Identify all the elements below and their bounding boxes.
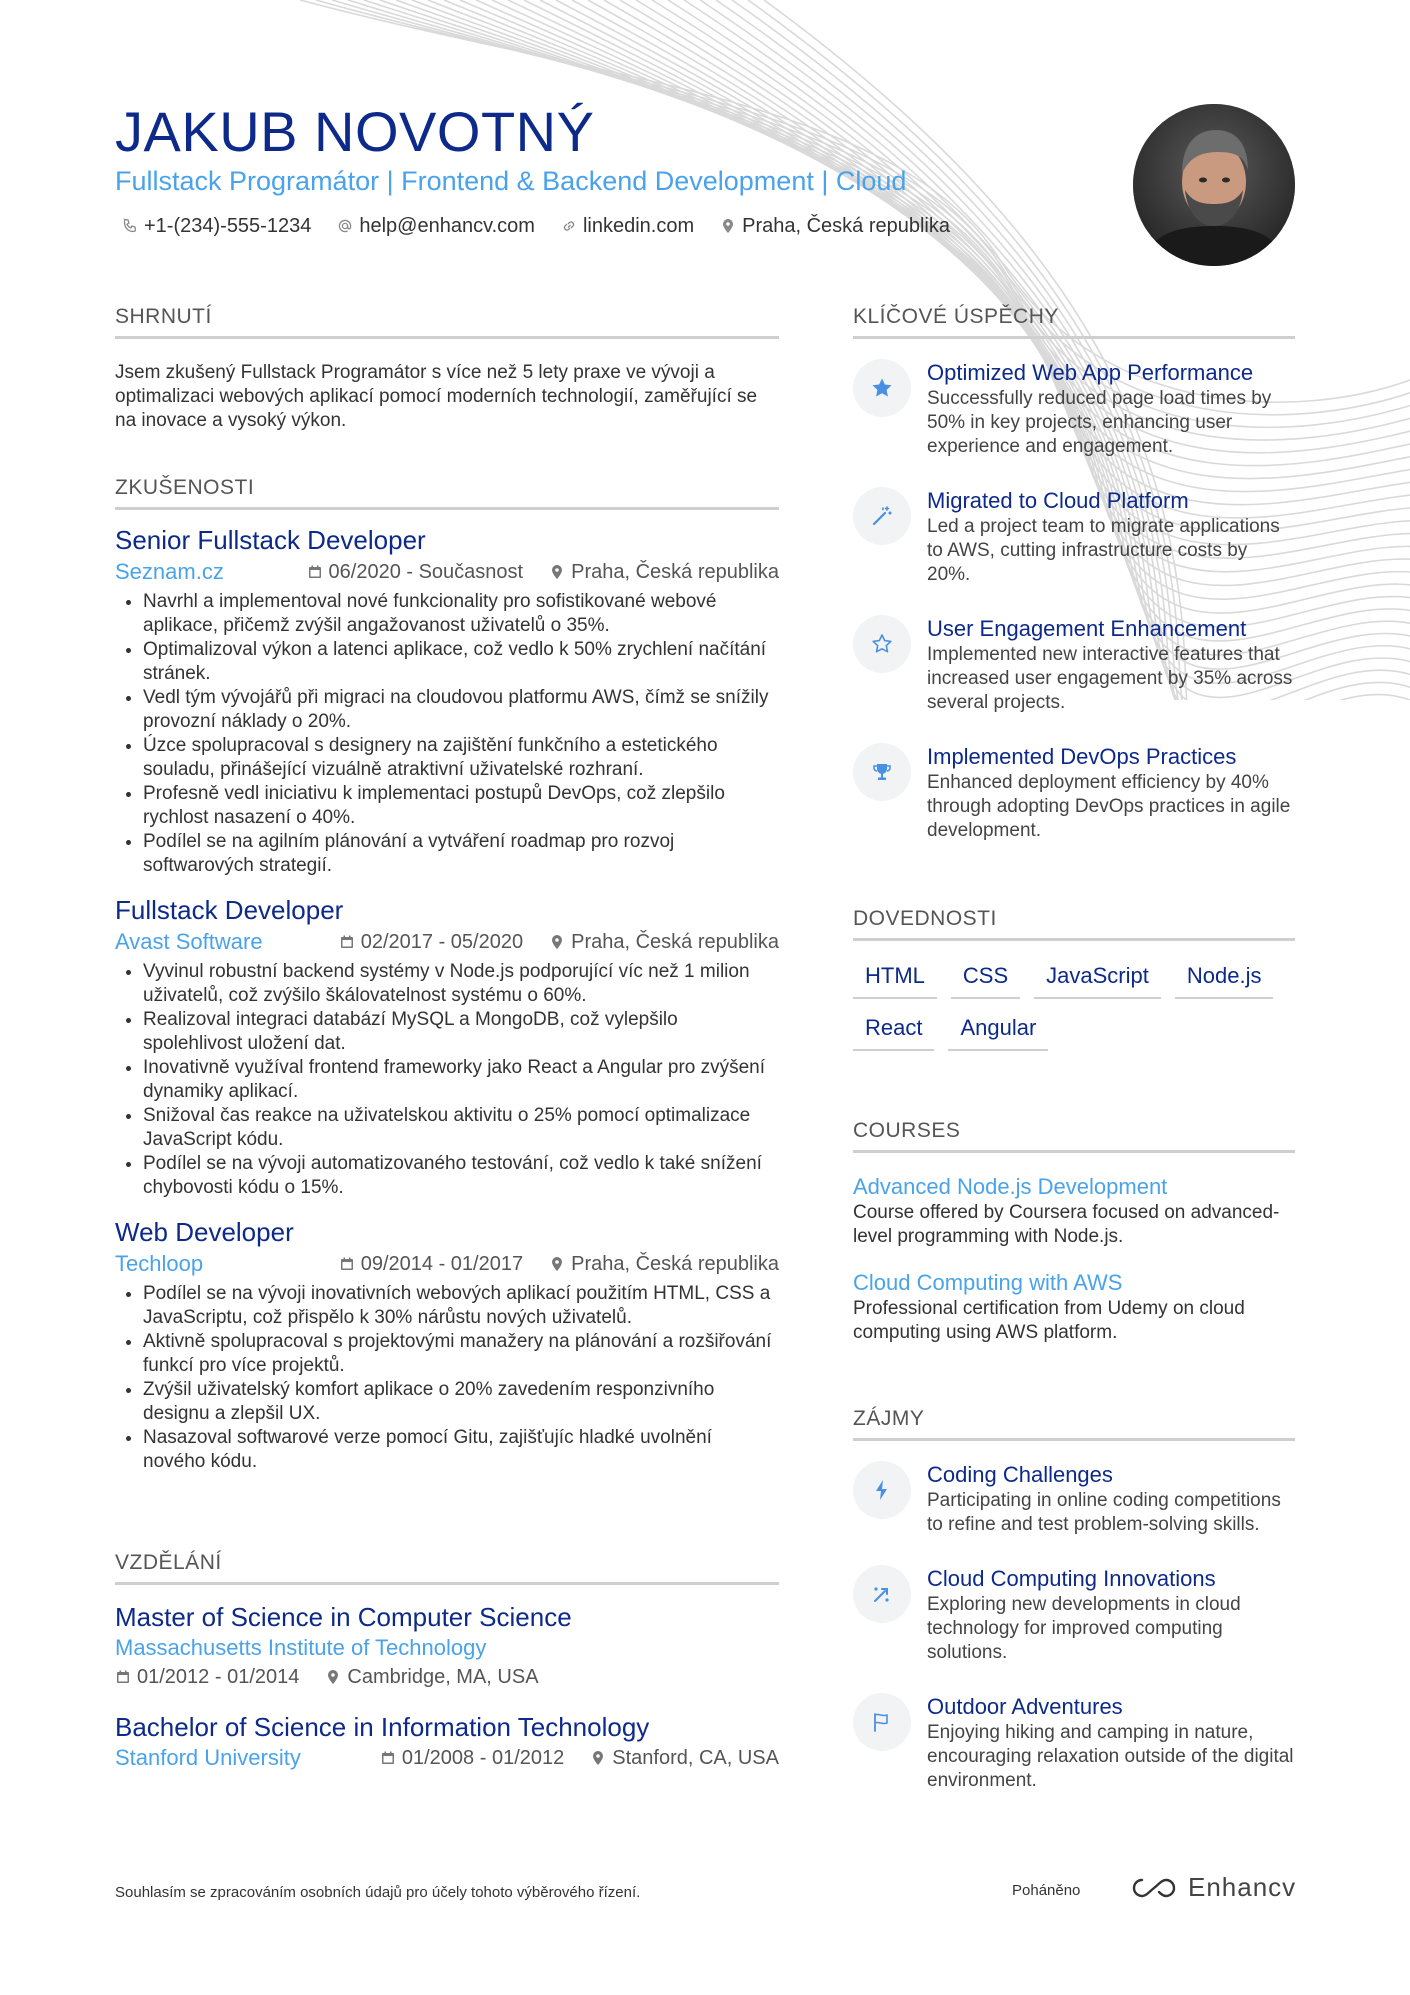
- contact-row: [122, 212, 950, 240]
- calendar-icon: [339, 934, 355, 950]
- powered-by-label: Poháněno: [1012, 1882, 1081, 1899]
- education-dates-text: 01/2012 - 01/2014: [137, 1666, 300, 1688]
- job-entry: [115, 524, 779, 878]
- route-icon: [870, 1582, 894, 1606]
- location-pin-icon: [549, 934, 565, 950]
- bullet-item: • Úzce spolupracoval s designery na zajištění funkčního a estetického souladu, přinášející vizuálně atraktivní uživatelské rozhraní.: [143, 734, 779, 782]
- magic-wand-icon: [870, 504, 894, 528]
- email-text: help@enhancv.com: [359, 215, 535, 237]
- achievement-item: [853, 359, 1295, 459]
- interest-icon-wrap: [853, 1461, 911, 1519]
- job-title: Fullstack Developer: [115, 895, 344, 925]
- location-pin-icon: [549, 564, 565, 580]
- job-location: [549, 1250, 779, 1278]
- achievement-title: User Engagement Enhancement: [927, 616, 1247, 641]
- skills-section: [853, 906, 1295, 1051]
- achievement-item: [853, 487, 1295, 587]
- summary-text: Jsem zkušený Fullstack Programátor s více než 5 lety praxe ve vývoji a optimalizaci webových aplikací pomocí moderních technologií, zaměřující se na inovace a vysoký výkon.: [115, 362, 758, 431]
- contact-linkedin[interactable]: [561, 212, 694, 240]
- trophy-icon: [870, 760, 894, 784]
- contact-location: [720, 212, 950, 240]
- achievement-item: [853, 615, 1295, 715]
- achievement-icon-wrap: [853, 487, 911, 545]
- calendar-icon: [339, 1256, 355, 1272]
- job-location-text: Praha, Česká republika: [571, 561, 779, 583]
- education-entry: [115, 1711, 779, 1773]
- location-pin-icon: [720, 218, 736, 234]
- interest-item: [853, 1461, 1295, 1537]
- job-dates: [339, 1250, 523, 1278]
- skill-tag: React: [853, 1011, 934, 1051]
- job-location: [549, 928, 779, 956]
- skills-heading: DOVEDNOSTI: [853, 907, 997, 930]
- job-dates: [339, 928, 523, 956]
- achievement-desc: Successfully reduced page load times by 50% in key projects, enhancing user experience and engagement.: [927, 388, 1272, 457]
- bullet-item: • Inovativně využíval frontend frameworky jako React a Angular pro zvýšení dynamiky aplikací.: [143, 1056, 779, 1104]
- education-dates-text: 01/2008 - 01/2012: [401, 1747, 565, 1769]
- phone-text: +1-(234)-555-1234: [144, 215, 312, 237]
- achievement-title: Implemented DevOps Practices: [927, 744, 1237, 769]
- skill-tag: Node.js: [1175, 959, 1274, 999]
- interest-item: [853, 1565, 1295, 1665]
- job-dates-text: 06/2020 - Současnost: [328, 561, 524, 583]
- section-divider: [853, 1438, 1295, 1441]
- interest-desc: Participating in online coding competitions to refine and test problem-solving skills.: [927, 1490, 1281, 1535]
- school-name: Massachusetts Institute of Technology: [115, 1635, 487, 1660]
- section-divider: [853, 336, 1295, 339]
- education-dates: [380, 1744, 564, 1772]
- skill-tag: CSS: [951, 959, 1020, 999]
- achievement-desc: Led a project team to migrate applications to AWS, cutting infrastructure costs by 20%.: [927, 516, 1280, 585]
- school-name: Stanford University: [115, 1745, 301, 1770]
- candidate-subtitle: Fullstack Programátor | Frontend & Backend Development | Cloud: [115, 166, 907, 196]
- course-title: Advanced Node.js Development: [853, 1174, 1168, 1199]
- candidate-name: JAKUB NOVOTNÝ: [115, 100, 595, 163]
- experience-heading: ZKUŠENOSTI: [115, 476, 255, 499]
- job-entry: [115, 1216, 779, 1474]
- interest-desc: Enjoying hiking and camping in nature, encouraging relaxation outside of the digital environment.: [927, 1722, 1294, 1791]
- course-title: Cloud Computing with AWS: [853, 1270, 1123, 1295]
- education-section: [115, 1550, 779, 1773]
- enhancv-logo[interactable]: [1130, 1872, 1296, 1903]
- job-bullets: [115, 960, 779, 1200]
- at-icon: [337, 218, 353, 234]
- interest-icon-wrap: [853, 1565, 911, 1623]
- achievement-item: [853, 743, 1295, 843]
- job-company: Seznam.cz: [115, 559, 224, 584]
- achievement-desc: Enhanced deployment efficiency by 40% through adopting DevOps practices in agile development.: [927, 772, 1291, 841]
- job-location-text: Praha, Česká republika: [571, 931, 779, 953]
- achievement-icon-wrap: [853, 743, 911, 801]
- location-pin-icon: [325, 1669, 341, 1685]
- linkedin-text: linkedin.com: [582, 215, 695, 237]
- job-title: Senior Fullstack Developer: [115, 525, 426, 555]
- section-divider: [115, 507, 779, 510]
- achievement-icon-wrap: [853, 359, 911, 417]
- degree-title: Bachelor of Science in Information Technology: [115, 1712, 650, 1742]
- course-desc: Professional certification from Udemy on cloud computing using AWS platform.: [853, 1298, 1245, 1343]
- bullet-item: • Profesně vedl iniciativu k implementaci postupů DevOps, což zlepšilo rychlost nasazení o 40%.: [143, 782, 779, 830]
- star-outline-icon: [870, 632, 894, 656]
- degree-title: Master of Science in Computer Science: [115, 1602, 572, 1632]
- bullet-item: • Navrhl a implementoval nové funkcionality pro sofistikované webové aplikace, přičemž zvýšil angažovanost uživatelů o 35%.: [143, 590, 779, 638]
- achievements-heading: KLÍČOVÉ ÚSPĚCHY: [853, 305, 1059, 328]
- job-bullets: [115, 1282, 779, 1474]
- achievement-title: Optimized Web App Performance: [927, 360, 1254, 385]
- job-title: Web Developer: [115, 1217, 294, 1247]
- course-item: [853, 1173, 1295, 1249]
- achievement-title: Migrated to Cloud Platform: [927, 488, 1189, 513]
- education-location-text: Cambridge, MA, USA: [347, 1666, 539, 1688]
- location-text: Praha, Česká republika: [742, 215, 950, 237]
- interest-title: Outdoor Adventures: [927, 1694, 1123, 1719]
- interests-heading: ZÁJMY: [853, 1407, 925, 1430]
- calendar-icon: [307, 564, 323, 580]
- contact-phone[interactable]: [122, 212, 311, 240]
- bullet-item: • Zvýšil uživatelský komfort aplikace o 20% zavedením responzivního designu a zlepšil UX.: [143, 1378, 779, 1426]
- education-meta: [115, 1743, 779, 1773]
- job-company: Avast Software: [115, 929, 263, 954]
- contact-email[interactable]: [337, 212, 535, 240]
- bullet-item: • Vyvinul robustní backend systémy v Node.js podporující víc než 1 milion uživatelů, což zvýšilo škálovatelnost systému o 60%.: [143, 960, 779, 1008]
- consent-note: Souhlasím se zpracováním osobních údajů pro účely tohoto výběrového řízení.: [115, 1884, 641, 1901]
- phone-icon: [122, 218, 138, 234]
- education-location: [590, 1744, 779, 1772]
- education-meta: [115, 1663, 779, 1691]
- education-heading: VZDĚLÁNÍ: [115, 1551, 222, 1574]
- job-location: [549, 558, 779, 586]
- interest-icon-wrap: [853, 1693, 911, 1751]
- bullet-item: • Aktivně spolupracoval s projektovými manažery na plánování a rozšiřování funkcí pro více projektů.: [143, 1330, 779, 1378]
- interest-item: [853, 1693, 1295, 1793]
- summary-heading: SHRNUTÍ: [115, 305, 212, 328]
- job-company: Techloop: [115, 1251, 204, 1276]
- achievement-icon-wrap: [853, 615, 911, 673]
- achievement-desc: Implemented new interactive features that increased user engagement by 35% across several projects.: [927, 644, 1293, 713]
- section-divider: [115, 336, 779, 339]
- brand-name: Enhancv: [1188, 1872, 1297, 1902]
- section-divider: [853, 1150, 1295, 1153]
- achievements-section: [853, 304, 1295, 843]
- education-location: [325, 1663, 538, 1691]
- education-location-text: Stanford, CA, USA: [612, 1747, 779, 1769]
- lightning-icon: [870, 1478, 894, 1502]
- job-dates-text: 02/2017 - 05/2020: [360, 931, 524, 953]
- bullet-item: • Vedl tým vývojářů při migraci na cloudovou platformu AWS, čímž se snížily provozní náklady o 20%.: [143, 686, 779, 734]
- bullet-item: • Nasazoval softwarové verze pomocí Gitu, zajišťujíc hladké uvolnění nového kódu.: [143, 1426, 779, 1474]
- course-item: [853, 1269, 1295, 1345]
- skill-tag: Angular: [948, 1011, 1048, 1051]
- bullet-item: • Realizoval integraci databází MySQL a MongoDB, což vylepšilo spolehlivost uložení dat.: [143, 1008, 779, 1056]
- skills-list: [853, 959, 1295, 1051]
- profile-photo: [1133, 104, 1295, 266]
- job-bullets: [115, 590, 779, 878]
- courses-heading: COURSES: [853, 1119, 961, 1142]
- job-entry: [115, 894, 779, 1200]
- bullet-item: • Optimalizoval výkon a latenci aplikace, což vedlo k 50% zrychlení načítání stránek.: [143, 638, 779, 686]
- interest-desc: Exploring new developments in cloud technology for improved computing solutions.: [927, 1594, 1241, 1663]
- star-filled-icon: [870, 376, 894, 400]
- bullet-item: • Podílel se na vývoji inovativních webových aplikací použitím HTML, CSS a JavaScriptu, což přispělo k 30% nárůstu nových uživatelů.: [143, 1282, 779, 1330]
- interest-title: Coding Challenges: [927, 1462, 1113, 1487]
- experience-section: [115, 475, 779, 1474]
- education-dates: [115, 1663, 299, 1691]
- bullet-item: • Snižoval čas reakce na uživatelskou aktivitu o 25% pomocí optimalizace JavaScript kódu.: [143, 1104, 779, 1152]
- education-entry: [115, 1601, 779, 1691]
- job-meta: [115, 1250, 779, 1278]
- infinity-logo-icon: [1130, 1876, 1178, 1900]
- job-dates-text: 09/2014 - 01/2017: [360, 1253, 524, 1275]
- avatar-illustration: [1133, 104, 1295, 266]
- interests-section: [853, 1406, 1295, 1793]
- location-pin-icon: [590, 1750, 606, 1766]
- interest-title: Cloud Computing Innovations: [927, 1566, 1216, 1591]
- course-desc: Course offered by Coursera focused on advanced-level programming with Node.js.: [853, 1202, 1280, 1247]
- bullet-item: • Podílel se na vývoji automatizovaného testování, což vedlo k také snížení chybovosti kódu o 15%.: [143, 1152, 779, 1200]
- flag-icon: [870, 1710, 894, 1734]
- location-pin-icon: [549, 1256, 565, 1272]
- skill-tag: HTML: [853, 959, 937, 999]
- section-divider: [115, 1582, 779, 1585]
- calendar-icon: [380, 1750, 396, 1766]
- section-divider: [853, 938, 1295, 941]
- job-dates: [307, 558, 524, 586]
- courses-section: [853, 1118, 1295, 1345]
- job-meta: [115, 928, 779, 956]
- link-icon: [561, 218, 577, 234]
- job-location-text: Praha, Česká republika: [571, 1253, 779, 1275]
- calendar-icon: [115, 1669, 131, 1685]
- summary-section: [115, 304, 779, 433]
- job-meta: [115, 558, 779, 586]
- bullet-item: • Podílel se na agilním plánování a vytváření roadmap pro rozvoj softwarových strategií.: [143, 830, 779, 878]
- skill-tag: JavaScript: [1034, 959, 1161, 999]
